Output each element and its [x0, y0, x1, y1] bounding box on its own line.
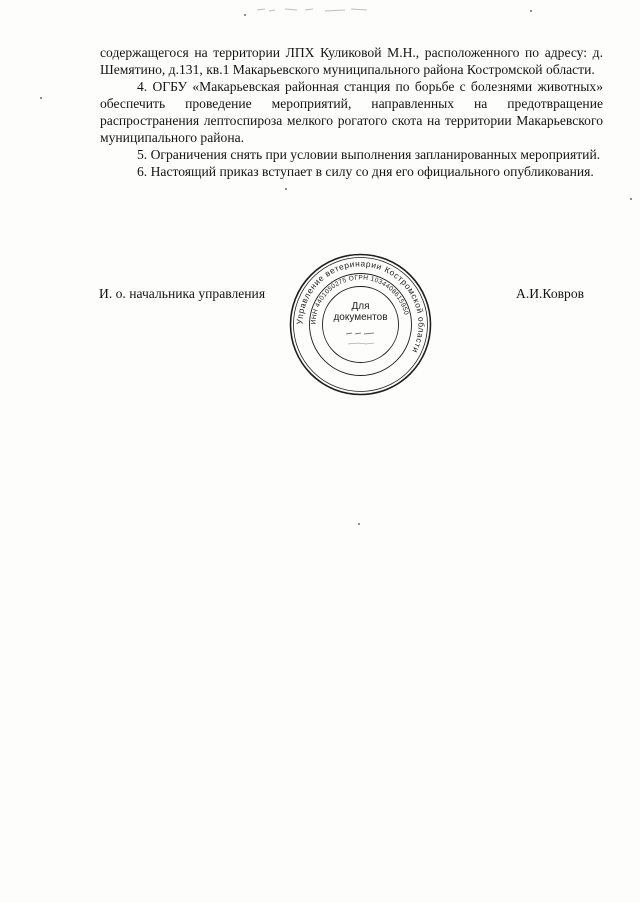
paragraph-item-6: 6. Настоящий приказ вступает в силу со дня его официального опубликования.: [137, 164, 594, 179]
signatory-name: А.И.Ковров: [516, 286, 585, 301]
scan-speck: [244, 14, 246, 16]
stamp-inner-ring-text: ИНН 4401050275 ОГРН 1034408615950: [310, 274, 410, 325]
stamp-seal-graphic: [288, 252, 433, 397]
document-body: [100, 44, 603, 180]
paragraph-item-4: 4. ОГБУ «Макарьевская районная станция по борьбе с болезнями животных» обеспечить проведение мероприятий, направленных на предотвращение распространения лептоспироза мелкого рогатого скота на территории Макарьевского муниципального района.: [100, 79, 603, 145]
scan-speck: [530, 10, 532, 12]
paragraph-continuation: содержащегося на территории ЛПХ Куликовой М.Н., расположенного по адресу: д. Шемятино, д.131, кв.1 Макарьевского муниципального района Костромской области.: [100, 45, 603, 77]
scan-speck: [40, 97, 42, 99]
stamp-outer-ring-text: Управление ветеринарии Костромской области: [294, 258, 427, 355]
official-stamp: [288, 252, 433, 397]
stamp-center-line1: Для: [351, 301, 370, 312]
scan-speck: [358, 523, 360, 525]
signatory-title: И. о. начальника управления: [99, 286, 266, 301]
paragraph-item-5: 5. Ограничения снять при условии выполнения запланированных мероприятий.: [137, 147, 601, 162]
scan-speck: [285, 188, 287, 190]
stamp-center-line2: документов: [333, 312, 388, 323]
scan-artifact: [255, 0, 375, 6]
scan-speck: [630, 198, 632, 200]
